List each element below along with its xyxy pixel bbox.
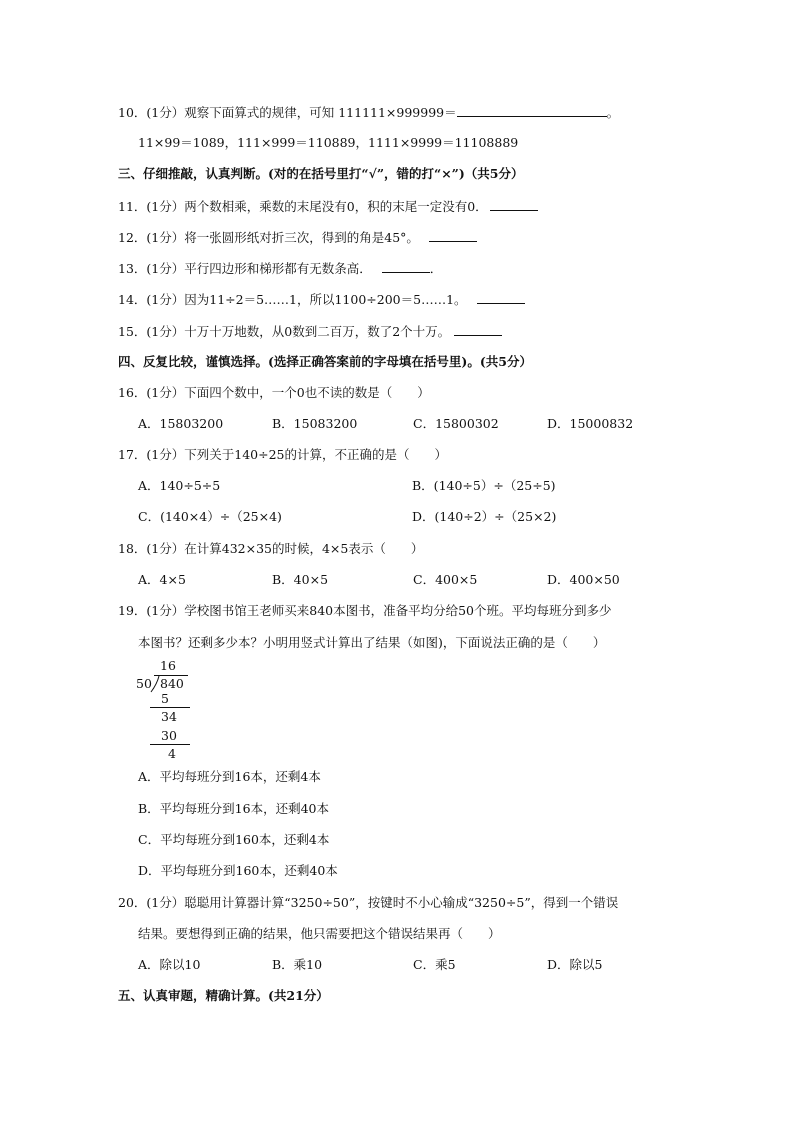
q13-end: ． xyxy=(429,261,443,276)
q19-option-b[interactable]: B．平均每班分到16本，还剩40本 xyxy=(138,801,329,816)
q10-text: 10．(1分）观察下面算式的规律，可知 111111×999999＝ xyxy=(118,105,457,120)
question-13 xyxy=(118,260,442,277)
division-remainder: 4 xyxy=(168,746,176,761)
q17-option-a[interactable]: A．140÷5÷5 xyxy=(138,478,221,493)
q18-option-d[interactable]: D．400×50 xyxy=(547,572,620,587)
q17-option-b[interactable]: B．(140÷5）÷（25÷5) xyxy=(412,478,556,493)
division-line-2 xyxy=(150,744,190,745)
q20-option-c[interactable]: C．乘5 xyxy=(413,957,456,972)
q19-stem-line2: 本图书？还剩多少本？小明用竖式计算出了结果（如图)，下面说法正确的是（ ） xyxy=(138,635,606,650)
q18-stem: 18．(1分）在计算432×35的时候，4×5表示（ ） xyxy=(118,541,424,556)
q10-pattern: 11×99＝1089，111×999＝110889，1111×9999＝11108889 xyxy=(138,135,519,150)
q16-option-a[interactable]: A．15803200 xyxy=(138,416,224,431)
q19-option-d[interactable]: D．平均每班分到160本，还剩40本 xyxy=(138,863,338,878)
q16-option-b[interactable]: B．15083200 xyxy=(272,416,358,431)
q13-text: 13．(1分）平行四边形和梯形都有无数条高． xyxy=(118,261,372,276)
q20-stem-line1: 20．(1分）聪聪用计算器计算“3250÷50”，按键时不小心输成“3250÷5”，得到一个错误 xyxy=(118,895,619,910)
q16-option-c[interactable]: C．15800302 xyxy=(413,416,499,431)
q17-stem: 17．(1分）下列关于140÷25的计算，不正确的是（ ） xyxy=(118,447,447,462)
answer-blank[interactable] xyxy=(477,291,525,304)
q19-option-a[interactable]: A．平均每班分到16本，还剩4本 xyxy=(138,769,321,784)
q14-text: 14．(1分）因为11÷2＝5……1，所以1100÷200＝5……1。 xyxy=(118,292,467,307)
division-line-1 xyxy=(150,707,190,708)
answer-blank[interactable] xyxy=(454,323,502,336)
q18-option-b[interactable]: B．40×5 xyxy=(272,572,329,587)
q20-stem-line2: 结果。要想得到正确的结果，他只需要把这个错误结果再（ ） xyxy=(138,926,501,941)
question-15 xyxy=(118,323,502,340)
answer-blank[interactable] xyxy=(457,104,607,117)
q18-option-c[interactable]: C．400×5 xyxy=(413,572,478,587)
q10-end: 。 xyxy=(606,105,620,120)
question-10 xyxy=(118,104,619,121)
q18-option-a[interactable]: A．4×5 xyxy=(138,572,186,587)
q19-stem-line1: 19．(1分）学校图书馆王老师买来840本图书，准备平均分给50个班。平均每班分到多少 xyxy=(118,603,612,618)
long-division-figure xyxy=(136,655,206,765)
quotient: 16 xyxy=(160,658,176,673)
section-4-heading: 四、反复比较，谨慎选择。(选择正确答案前的字母填在括号里)。(共5分） xyxy=(118,354,532,369)
q20-option-b[interactable]: B．乘10 xyxy=(272,957,323,972)
question-14 xyxy=(118,291,525,308)
answer-blank[interactable] xyxy=(382,260,430,273)
division-bracket-icon xyxy=(150,675,160,693)
q17-option-c[interactable]: C．(140×4）÷（25×4) xyxy=(138,509,282,524)
q19-option-c[interactable]: C．平均每班分到160本，还剩4本 xyxy=(138,832,330,847)
division-step-2: 34 xyxy=(161,709,177,724)
division-step-1: 5 xyxy=(161,691,169,706)
dividend: 840 xyxy=(160,676,184,691)
question-12 xyxy=(118,229,477,246)
answer-blank[interactable] xyxy=(490,198,538,211)
q11-text: 11．(1分）两个数相乘，乘数的末尾没有0，积的末尾一定没有0． xyxy=(118,199,488,214)
q17-option-d[interactable]: D．(140÷2）÷（25×2) xyxy=(412,509,557,524)
division-step-3: 30 xyxy=(161,728,177,743)
question-11 xyxy=(118,198,538,215)
q12-text: 12．(1分）将一张圆形纸对折三次，得到的角是45°。 xyxy=(118,230,419,245)
section-5-heading: 五、认真审题，精确计算。(共21分） xyxy=(118,988,329,1003)
q20-option-a[interactable]: A．除以10 xyxy=(138,957,201,972)
q16-option-d[interactable]: D．15000832 xyxy=(547,416,634,431)
q16-stem: 16．(1分）下面四个数中，一个0也不读的数是（ ） xyxy=(118,385,430,400)
answer-blank[interactable] xyxy=(429,229,477,242)
section-3-heading: 三、仔细推敲，认真判断。(对的在括号里打“√”，错的打“×”)（共5分） xyxy=(118,166,524,181)
divisor: 50 xyxy=(136,676,152,691)
q15-text: 15．(1分）十万十万地数，从0数到二百万，数了2个十万。 xyxy=(118,324,451,339)
q20-option-d[interactable]: D．除以5 xyxy=(547,957,603,972)
